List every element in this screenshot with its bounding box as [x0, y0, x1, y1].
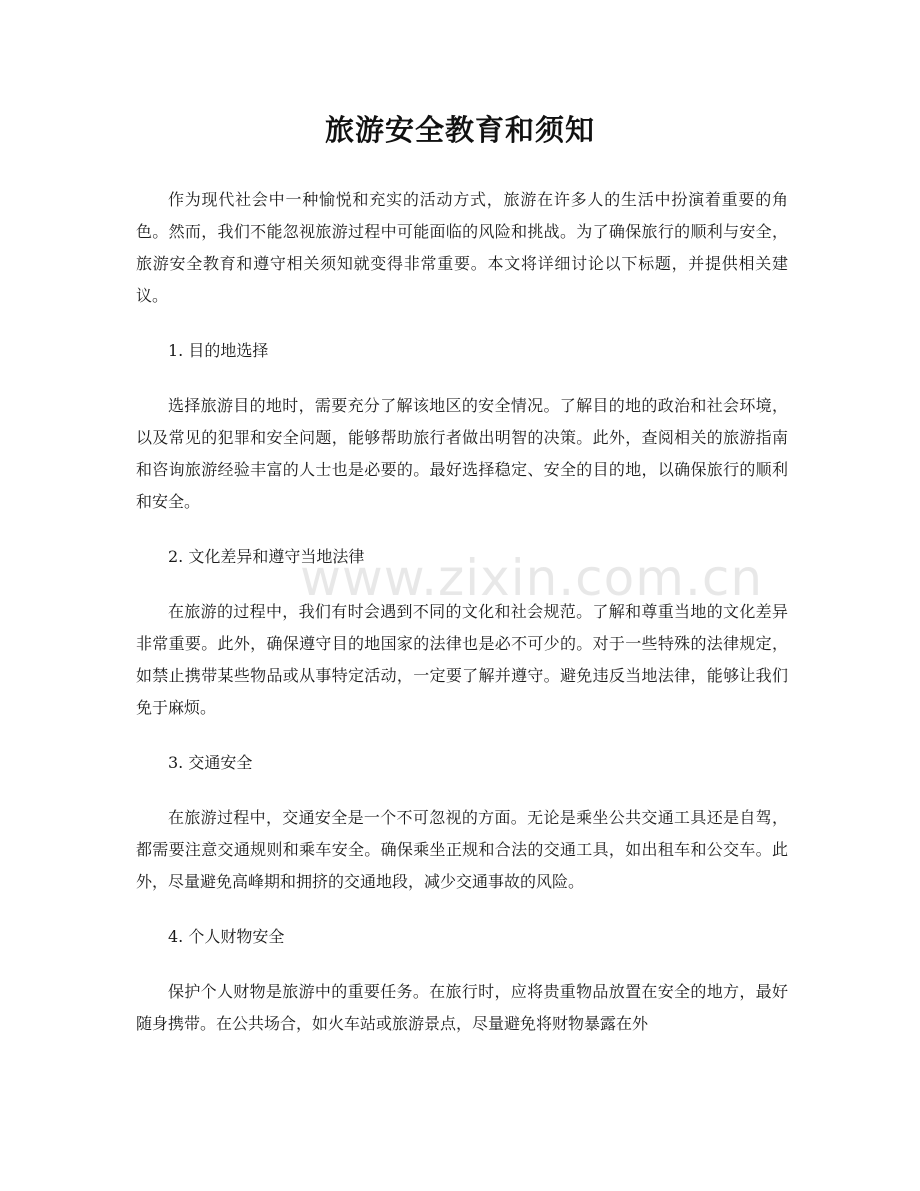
watermark: www.zixin.com.cn: [300, 549, 764, 607]
section-heading-property: 4. 个人财物安全: [168, 927, 285, 946]
section-body-culture-law: 在旅游的过程中，我们有时会遇到不同的文化和社会规范。了解和尊重当地的文化差异非常重要。此外，确保遵守目的地国家的法律也是必不可少的。对于一些特殊的法律规定，如禁止携带某些物品或从事特定活动，一定要了解并遵守。避免违反当地法律，能够让我们免于麻烦。: [136, 602, 788, 717]
section-body-destination: 选择旅游目的地时，需要充分了解该地区的安全情况。了解目的地的政治和社会环境，以及常见的犯罪和安全问题，能够帮助旅行者做出明智的决策。此外，查阅相关的旅游指南和咨询旅游经验丰富的人士也是必要的。最好选择稳定、安全的目的地，以确保旅行的顺利和安全。: [136, 396, 788, 511]
section-body-traffic: 在旅游过程中，交通安全是一个不可忽视的方面。无论是乘坐公共交通工具还是自驾，都需要注意交通规则和乘车安全。确保乘坐正规和合法的交通工具，如出租车和公交车。此外，尽量避免高峰期和拥挤的交通地段，减少交通事故的风险。: [136, 808, 788, 891]
document-body: [136, 184, 788, 1063]
section-heading-traffic: 3. 交通安全: [168, 753, 253, 772]
document-title: 旅游安全教育和须知: [324, 113, 595, 147]
section-body-property: 保护个人财物是旅游中的重要任务。在旅行时，应将贵重物品放置在安全的地方，最好随身携带。在公共场合，如火车站或旅游景点，尽量避免将财物暴露在外: [136, 982, 788, 1033]
section-heading-culture-law: 2. 文化差异和遵守当地法律: [168, 547, 365, 566]
section-heading-destination: 1. 目的地选择: [168, 341, 269, 360]
intro-paragraph: 作为现代社会中一种愉悦和充实的活动方式，旅游在许多人的生活中扮演着重要的角色。然而，我们不能忽视旅游过程中可能面临的风险和挑战。为了确保旅行的顺利与安全，旅游安全教育和遵守相关须知就变得非常重要。本文将详细讨论以下标题，并提供相关建议。: [136, 190, 788, 305]
